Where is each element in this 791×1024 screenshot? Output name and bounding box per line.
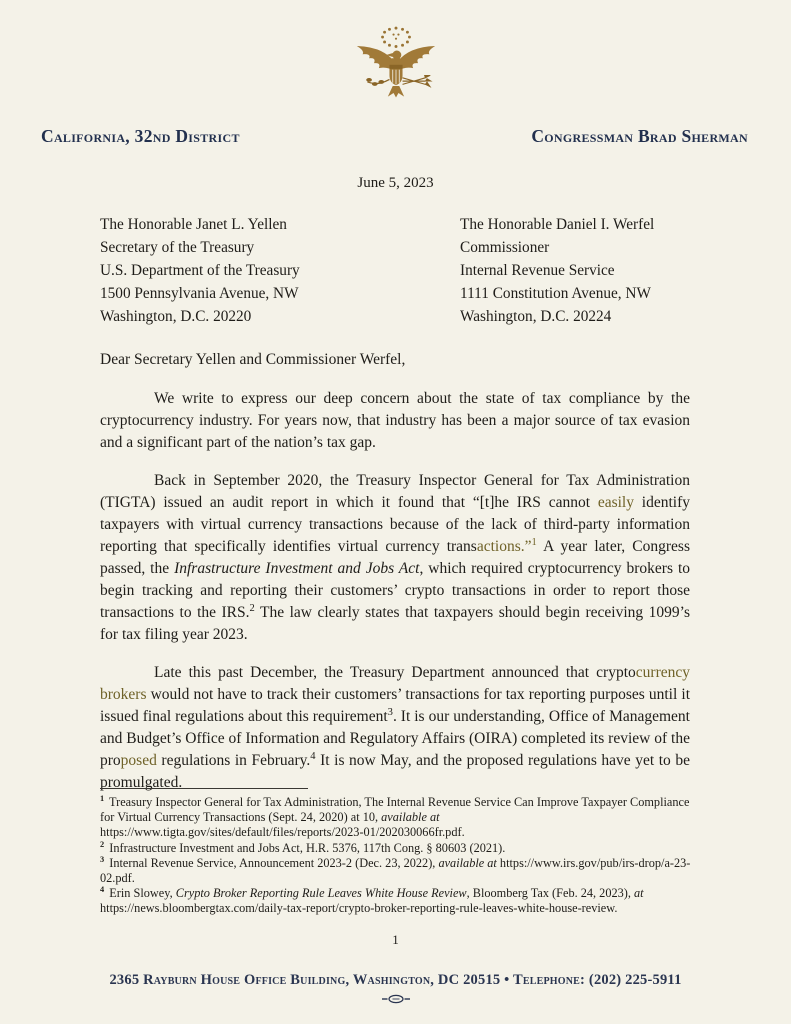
district-label: California, 32nd District bbox=[41, 126, 240, 146]
address-line: 1500 Pennsylvania Avenue, NW bbox=[100, 285, 299, 302]
letter-date: June 5, 2023 bbox=[357, 175, 434, 191]
body-paragraph bbox=[100, 470, 690, 646]
footnote bbox=[100, 886, 692, 916]
address-line: Internal Revenue Service bbox=[460, 262, 615, 279]
text-run: Infrastructure Investment and Jobs Act, H.R. 5376, 117th Cong. § 80603 (2021). bbox=[109, 840, 506, 855]
text-run: The law clearly states that taxpayers should begin receiving 1099’s for tax filing year 2023. bbox=[100, 604, 690, 643]
footnote-marker: 3 bbox=[100, 854, 105, 864]
body-paragraph bbox=[100, 388, 690, 454]
footnote-reference: 1 bbox=[531, 536, 537, 548]
address-line: Secretary of the Treasury bbox=[100, 239, 255, 256]
salutation: Dear Secretary Yellen and Commissioner Werfel, bbox=[100, 351, 406, 368]
recipient-block-werfel bbox=[460, 213, 654, 328]
page-number: 1 bbox=[392, 932, 399, 947]
letter-footer bbox=[0, 972, 791, 989]
office-address-label: 2365 Rayburn House Office Building, Washington, DC 20515 • Telephone: (202) 225-5911 bbox=[109, 972, 682, 988]
text-run: https://www.irs.gov/pub/irs-drop/a-23-02.pdf. bbox=[100, 855, 691, 886]
printers-union-bug-icon bbox=[0, 994, 791, 1004]
text-run: https://news.bloombergtax.com/daily-tax-report/crypto-broker-reporting-rule-leaves-white-house-review. bbox=[100, 901, 618, 916]
text-run: available at bbox=[438, 855, 497, 870]
text-run: A year later, Congress passed, the bbox=[100, 538, 690, 577]
text-run: currency brokers bbox=[100, 664, 690, 703]
address-line: The Honorable Janet L. Yellen bbox=[100, 216, 287, 233]
footnote bbox=[100, 795, 692, 841]
text-run: at bbox=[634, 886, 644, 901]
text-run: Back in September 2020, the Treasury Inspector General for Tax Administration (TIGTA) issued an audit report in which it found that “[t]he IRS cannot bbox=[100, 472, 690, 511]
footnote-reference: 4 bbox=[310, 750, 316, 762]
footnote-marker: 2 bbox=[100, 839, 105, 849]
text-run: regulations in February. bbox=[156, 752, 311, 769]
text-run: identify taxpayers with virtual currency transactions because of the lack of third-party information reporting that specifically identifies virtual currency trans bbox=[100, 494, 690, 555]
text-run: Erin Slowey, bbox=[109, 886, 176, 901]
congressman-name-label: Congressman Brad Sherman bbox=[531, 126, 748, 146]
footnote bbox=[100, 841, 692, 856]
footnotes bbox=[100, 795, 692, 917]
text-run: available at bbox=[381, 810, 440, 825]
text-run: Infrastructure Investment and Jobs Act bbox=[174, 560, 420, 577]
text-run: https://www.tigta.gov/sites/default/files/reports/2023-01/202030066fr.pdf. bbox=[100, 825, 465, 840]
footnote-reference: 2 bbox=[249, 602, 255, 614]
address-line: Washington, D.C. 20220 bbox=[100, 308, 252, 325]
address-line: Washington, D.C. 20224 bbox=[460, 308, 612, 325]
footnote-marker: 4 bbox=[100, 885, 105, 895]
text-run: . It is our understanding, Office of Management and Budget’s Office of Information and Regulatory Affairs (OIRA) completed its review of the pro bbox=[100, 708, 690, 769]
address-line: 1111 Constitution Avenue, NW bbox=[460, 285, 651, 302]
text-run: We write to express our deep concern about the state of tax compliance by the cryptocurrency industry. For years now, that industry has been a major source of tax evasion and a significant part of the nation’s tax gap. bbox=[100, 390, 690, 451]
footnote-reference: 3 bbox=[387, 706, 393, 718]
great-seal-eagle-icon bbox=[0, 24, 791, 131]
text-run: Treasury Inspector General for Tax Administration, The Internal Revenue Service Can Improve Taxpayer Compliance for Virtual Currency Transactions (Sept. 24, 2020) at 10, bbox=[100, 795, 690, 825]
text-run: , Bloomberg Tax (Feb. 24, 2023), bbox=[466, 886, 635, 901]
recipient-block-yellen bbox=[100, 213, 300, 328]
footnote-marker: 1 bbox=[100, 793, 105, 803]
text-run: Internal Revenue Service, Announcement 2023-2 (Dec. 23, 2022), bbox=[109, 855, 439, 870]
text-run: easily bbox=[597, 494, 634, 511]
body-paragraph bbox=[100, 662, 690, 794]
text-run: It is now May, and the proposed regulations have yet to be promulgated. bbox=[100, 752, 690, 791]
text-run: , which required cryptocurrency brokers to begin tracking and reporting their customers’ crypto transactions in order to report those transactions to the IRS. bbox=[100, 560, 691, 621]
masthead bbox=[41, 126, 748, 147]
text-run: would not have to track their customers’ transactions for tax reporting purposes until it issued final regulations about this requirement bbox=[100, 686, 690, 725]
text-run: Late this past December, the Treasury Department announced that crypto bbox=[154, 664, 636, 681]
text-run: actions.” bbox=[476, 538, 532, 555]
footnote-separator bbox=[100, 788, 308, 789]
text-run: Crypto Broker Reporting Rule Leaves White House Review bbox=[175, 886, 467, 901]
address-line: U.S. Department of the Treasury bbox=[100, 262, 300, 279]
address-line: Commissioner bbox=[460, 239, 550, 256]
text-run: posed bbox=[120, 752, 157, 769]
footnote bbox=[100, 856, 692, 886]
address-line: The Honorable Daniel I. Werfel bbox=[460, 216, 655, 233]
letter-body bbox=[100, 388, 690, 810]
